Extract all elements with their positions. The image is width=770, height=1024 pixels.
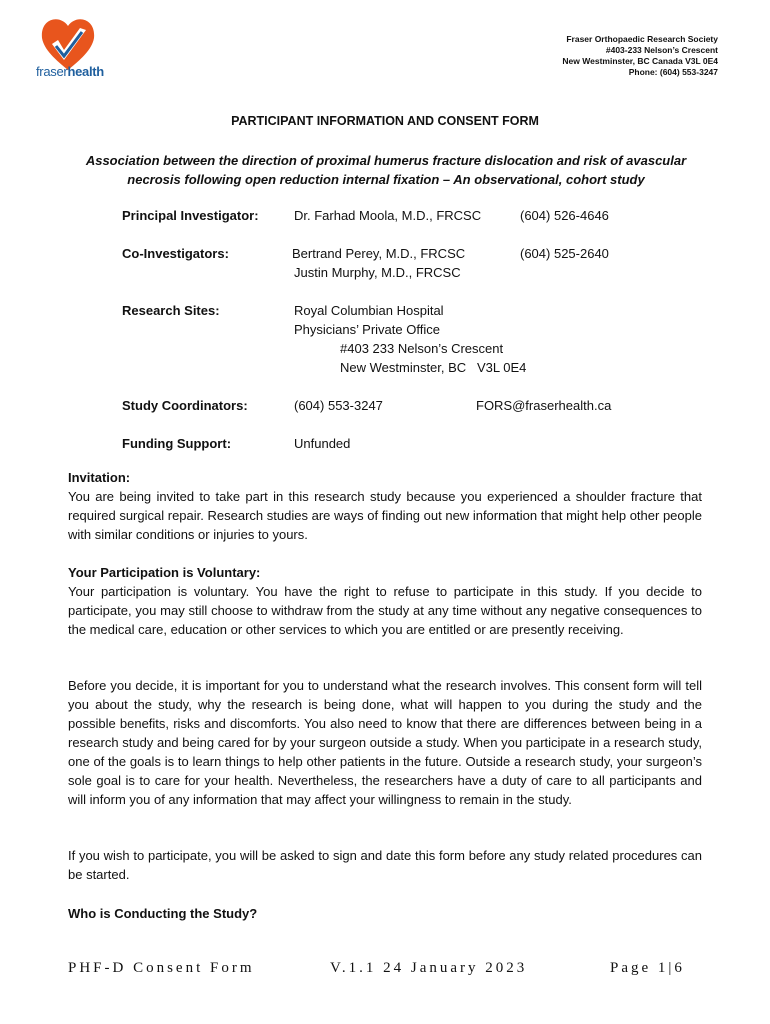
footer-page-number: Page 1|6 [610,960,685,976]
section-text: Your participation is voluntary. You have the right to refuse to participate in this study. If you decide to participate, you may still choose to withdraw from the study at any time without any negative consequences to the medical care, education or other services to which you are entitled or are presently receiving. [68,584,702,637]
document-title: PARTICIPANT INFORMATION AND CONSENT FORM [231,114,539,128]
before-paragraph: Before you decide, it is important for you to understand what the research involves. This consent form will tell you about the study, why the research is being done, what will happen to you during the study and the possible benefits, risks and discomforts. You also need to know that there are differences between being in a research study and being cared for by your surgeon outside a study. When you participate in a research study, one of the goals is to learn things to help other patients in the future. Outside a research study, your surgeon’s sole goal is to care for your health. Nevertheless, the researchers have a duty of care to all participants and will inform you of any information that may affect your willingness to remain in the study. [68,678,702,807]
address-line: Phone: (604) 553-3247 [628,67,718,77]
coi-label: Co-Investigators: [122,246,229,261]
coord-phone: (604) 553-3247 [294,398,383,413]
coord-label: Study Coordinators: [122,398,248,413]
footer-form-name: PHF-D Consent Form [68,960,255,976]
study-title-line: Association between the direction of proximal humerus fracture dislocation and risk of avascular [85,153,687,168]
funding-value: Unfunded [294,436,351,451]
study-title-line: necrosis following open reduction internal fixation – An observational, cohort study [127,172,645,187]
logo-fraser-text: fraser [36,64,68,79]
pi-label: Principal Investigator: [122,208,259,223]
site-line: Royal Columbian Hospital [294,303,444,318]
address-line: Fraser Orthopaedic Research Society [566,34,718,44]
pi-phone: (604) 526-4646 [520,208,609,223]
section-heading: Your Participation is Voluntary: [68,565,261,580]
pi-name: Dr. Farhad Moola, M.D., FRCSC [294,208,482,223]
sites-label: Research Sites: [122,303,220,318]
voluntary-section [68,563,702,639]
site-line: #403 233 Nelson’s Crescent [340,341,504,356]
sign-paragraph: If you wish to participate, you will be asked to sign and date this form before any study related procedures can be started. [68,848,702,882]
coi-phone: (604) 525-2640 [520,246,609,261]
logo-wordmark [36,64,104,79]
address-line: New Westminster, BC Canada V3L 0E4 [562,56,718,66]
study-title [70,151,702,189]
section-text: You are being invited to take part in this research study because you experienced a shoulder fracture that required surgical repair. Research studies are ways of finding out new information that might help other people with similar conditions or injuries to yours. [68,489,702,542]
site-line: New Westminster, BC V3L 0E4 [340,360,527,375]
invitation-section [68,468,702,544]
who-heading: Who is Conducting the Study? [68,906,258,921]
funding-label: Funding Support: [122,436,232,451]
address-line: #403-233 Nelson’s Crescent [605,45,718,55]
footer-version: V.1.1 24 January 2023 [330,960,528,976]
section-heading: Invitation: [68,470,131,485]
address-block [562,34,718,78]
coord-email: FORS@fraserhealth.ca [476,398,612,413]
logo-health-text: health [67,64,104,79]
coi-name: Bertrand Perey, M.D., FRCSC [292,246,466,261]
site-line: Physicians’ Private Office [294,322,440,337]
coi-name: Justin Murphy, M.D., FRCSC [294,265,461,280]
